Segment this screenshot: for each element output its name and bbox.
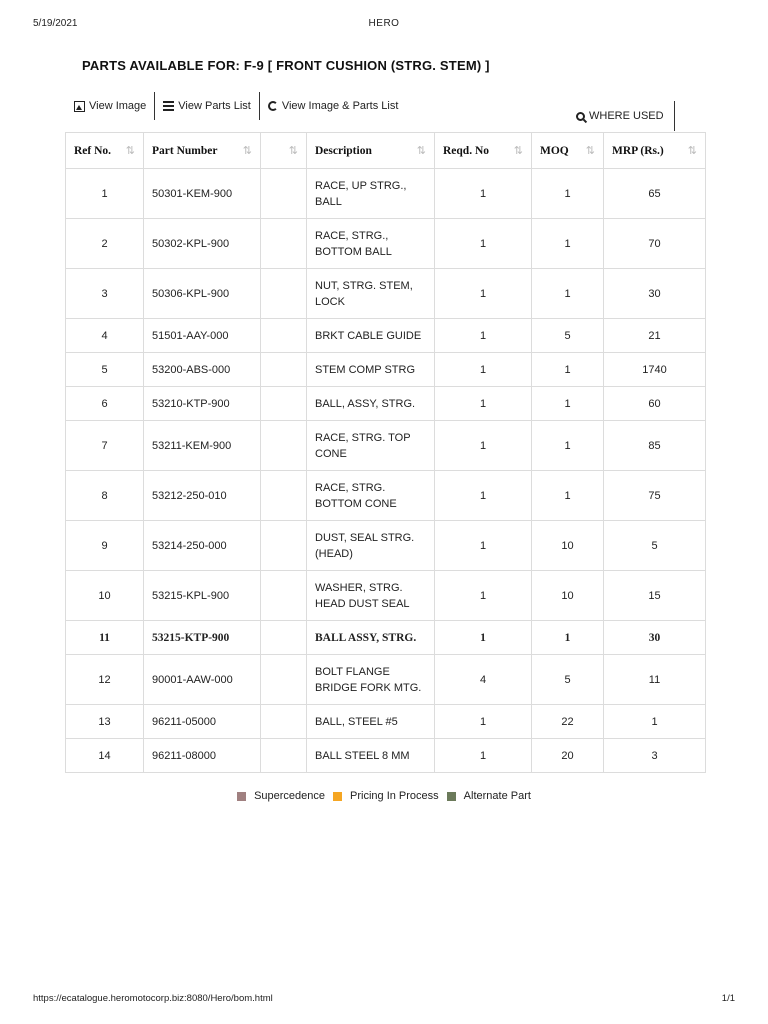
- sort-icon[interactable]: ⇅: [513, 144, 523, 157]
- legend-swatch: [333, 792, 342, 801]
- cell-ref-no: 14: [66, 739, 144, 773]
- cell-blank: [261, 655, 307, 705]
- cell-ref-no: 5: [66, 353, 144, 387]
- cell-mrp: 1740: [604, 353, 706, 387]
- cell-reqd-no: 1: [435, 621, 532, 655]
- cell-description: [307, 621, 435, 655]
- cell-reqd-no: 1: [435, 169, 532, 219]
- cell-description: [307, 387, 435, 421]
- cell-description: [307, 471, 435, 521]
- table-row[interactable]: [66, 739, 706, 773]
- description-line-2: BOTTOM CONE: [315, 497, 397, 510]
- list-icon: [163, 101, 174, 111]
- cell-reqd-no: 1: [435, 521, 532, 571]
- column-header-ref-no[interactable]: [66, 133, 144, 169]
- cell-part-number: 96211-08000: [144, 739, 261, 773]
- description-line-1: NUT, STRG. STEM,: [315, 279, 413, 292]
- view-image-button[interactable]: [66, 92, 155, 120]
- cell-moq: 10: [532, 521, 604, 571]
- description-line-1: BRKT CABLE GUIDE: [315, 329, 422, 342]
- cell-mrp: 70: [604, 219, 706, 269]
- sort-icon[interactable]: ⇅: [585, 144, 595, 157]
- cell-mrp: 30: [604, 269, 706, 319]
- description-line-1: RACE, UP STRG.,: [315, 179, 407, 192]
- cell-part-number: 53211-KEM-900: [144, 421, 261, 471]
- view-image-parts-list-button[interactable]: [260, 92, 407, 120]
- column-header-blank[interactable]: [261, 133, 307, 169]
- cell-part-number: 51501-AAY-000: [144, 319, 261, 353]
- refresh-icon: [268, 101, 278, 111]
- cell-mrp: 30: [604, 621, 706, 655]
- cell-reqd-no: 1: [435, 387, 532, 421]
- parts-table: [65, 132, 706, 773]
- cell-description: [307, 269, 435, 319]
- description-line-1: BOLT FLANGE: [315, 665, 390, 678]
- description-line-2: CONE: [315, 447, 347, 460]
- column-header-label: MRP (Rs.): [612, 144, 664, 157]
- view-parts-list-label: View Parts List: [178, 100, 251, 112]
- description-line-2: (HEAD): [315, 547, 353, 560]
- column-header-part-number[interactable]: [144, 133, 261, 169]
- cell-blank: [261, 319, 307, 353]
- table-row[interactable]: [66, 169, 706, 219]
- cell-part-number: 50306-KPL-900: [144, 269, 261, 319]
- cell-reqd-no: 4: [435, 655, 532, 705]
- description-line-1: STEM COMP STRG: [315, 363, 416, 376]
- cell-ref-no: 6: [66, 387, 144, 421]
- cell-part-number: 50301-KEM-900: [144, 169, 261, 219]
- cell-part-number: 53215-KTP-900: [144, 621, 261, 655]
- cell-reqd-no: 1: [435, 219, 532, 269]
- cell-blank: [261, 571, 307, 621]
- view-toolbar: [66, 92, 406, 120]
- cell-blank: [261, 169, 307, 219]
- description-line-1: RACE, STRG.,: [315, 229, 389, 242]
- cell-part-number: 53200-ABS-000: [144, 353, 261, 387]
- cell-description: [307, 421, 435, 471]
- cell-reqd-no: 1: [435, 571, 532, 621]
- column-header-label: Ref No.: [74, 144, 112, 157]
- column-header-mrp[interactable]: [604, 133, 706, 169]
- cell-moq: 1: [532, 353, 604, 387]
- cell-part-number: 53215-KPL-900: [144, 571, 261, 621]
- column-header-label: Part Number: [152, 144, 218, 157]
- legend-item-alternate-part: [447, 790, 531, 802]
- cell-ref-no: 8: [66, 471, 144, 521]
- column-header-description[interactable]: [307, 133, 435, 169]
- cell-moq: 1: [532, 387, 604, 421]
- cell-part-number: 90001-AAW-000: [144, 655, 261, 705]
- cell-moq: 1: [532, 269, 604, 319]
- cell-part-number: 53210-KTP-900: [144, 387, 261, 421]
- where-used-button[interactable]: [576, 101, 675, 131]
- print-site-title: HERO: [368, 18, 400, 29]
- legend-swatch: [447, 792, 456, 801]
- legend-item-supercedence: [237, 790, 325, 802]
- cell-description: [307, 705, 435, 739]
- column-header-label: MOQ: [540, 144, 569, 157]
- view-image-label: View Image: [89, 100, 147, 112]
- legend-label: Alternate Part: [463, 790, 531, 802]
- table-row[interactable]: [66, 219, 706, 269]
- cell-mrp: 60: [604, 387, 706, 421]
- view-parts-list-button[interactable]: [155, 92, 260, 120]
- cell-blank: [261, 421, 307, 471]
- legend-swatch: [237, 792, 246, 801]
- table-row[interactable]: [66, 353, 706, 387]
- cell-part-number: 96211-05000: [144, 705, 261, 739]
- cell-mrp: 11: [604, 655, 706, 705]
- cell-moq: 10: [532, 571, 604, 621]
- sort-icon[interactable]: ⇅: [416, 144, 426, 157]
- cell-mrp: 75: [604, 471, 706, 521]
- cell-description: [307, 353, 435, 387]
- cell-ref-no: 7: [66, 421, 144, 471]
- table-row[interactable]: [66, 319, 706, 353]
- description-line-1: WASHER, STRG.: [315, 581, 403, 594]
- cell-mrp: 3: [604, 739, 706, 773]
- cell-part-number: 53212-250-010: [144, 471, 261, 521]
- cell-description: [307, 739, 435, 773]
- cell-ref-no: 10: [66, 571, 144, 621]
- cell-ref-no: 1: [66, 169, 144, 219]
- description-line-2: HEAD DUST SEAL: [315, 597, 410, 610]
- cell-ref-no: 3: [66, 269, 144, 319]
- sort-icon[interactable]: ⇅: [687, 144, 697, 157]
- print-date: 5/19/2021: [33, 18, 78, 29]
- cell-blank: [261, 219, 307, 269]
- cell-blank: [261, 269, 307, 319]
- cell-description: [307, 219, 435, 269]
- cell-description: [307, 571, 435, 621]
- cell-description: [307, 521, 435, 571]
- cell-blank: [261, 353, 307, 387]
- cell-blank: [261, 387, 307, 421]
- search-icon: [576, 112, 585, 121]
- cell-reqd-no: 1: [435, 269, 532, 319]
- description-line-1: DUST, SEAL STRG.: [315, 531, 415, 544]
- description-line-1: RACE, STRG.: [315, 481, 386, 494]
- cell-reqd-no: 1: [435, 353, 532, 387]
- cell-blank: [261, 521, 307, 571]
- image-icon: [74, 101, 85, 112]
- cell-reqd-no: 1: [435, 705, 532, 739]
- cell-moq: 1: [532, 219, 604, 269]
- cell-mrp: 15: [604, 571, 706, 621]
- cell-part-number: 53214-250-000: [144, 521, 261, 571]
- cell-ref-no: 2: [66, 219, 144, 269]
- table-row[interactable]: [66, 705, 706, 739]
- table-body: [66, 169, 706, 773]
- cell-part-number: 50302-KPL-900: [144, 219, 261, 269]
- cell-blank: [261, 705, 307, 739]
- cell-moq: 5: [532, 319, 604, 353]
- page-count: 1/1: [721, 993, 735, 1004]
- table-row[interactable]: [66, 521, 706, 571]
- cell-mrp: 21: [604, 319, 706, 353]
- description-line-1: BALL, ASSY, STRG.: [315, 397, 416, 410]
- cell-reqd-no: 1: [435, 739, 532, 773]
- page-title: PARTS AVAILABLE FOR: F-9 [ FRONT CUSHION (STRG. STEM) ]: [82, 58, 490, 73]
- cell-moq: 22: [532, 705, 604, 739]
- cell-mrp: 65: [604, 169, 706, 219]
- description-line-2: BALL: [315, 195, 342, 208]
- table-row[interactable]: [66, 421, 706, 471]
- cell-blank: [261, 471, 307, 521]
- cell-moq: 20: [532, 739, 604, 773]
- description-line-1: RACE, STRG. TOP: [315, 431, 411, 444]
- cell-ref-no: 12: [66, 655, 144, 705]
- description-line-1: BALL, STEEL #5: [315, 715, 398, 728]
- column-header-moq[interactable]: [532, 133, 604, 169]
- legend-item-pricing-in-process: [333, 790, 439, 802]
- cell-ref-no: 4: [66, 319, 144, 353]
- table-row[interactable]: [66, 269, 706, 319]
- cell-mrp: 85: [604, 421, 706, 471]
- cell-reqd-no: 1: [435, 471, 532, 521]
- cell-mrp: 1: [604, 705, 706, 739]
- description-line-1: BALL STEEL 8 MM: [315, 749, 410, 762]
- sort-icon[interactable]: ⇅: [288, 144, 298, 157]
- cell-moq: 1: [532, 471, 604, 521]
- cell-description: [307, 319, 435, 353]
- cell-moq: 5: [532, 655, 604, 705]
- print-header: [33, 18, 735, 32]
- cell-ref-no: 11: [66, 621, 144, 655]
- table-row[interactable]: [66, 571, 706, 621]
- cell-ref-no: 13: [66, 705, 144, 739]
- description-line-2: BOTTOM BALL: [315, 245, 392, 258]
- table-row[interactable]: [66, 621, 706, 655]
- cell-blank: [261, 621, 307, 655]
- description-line-2: BRIDGE FORK MTG.: [315, 681, 422, 694]
- cell-moq: 1: [532, 621, 604, 655]
- sort-icon[interactable]: ⇅: [242, 144, 252, 157]
- legend-label: Pricing In Process: [350, 790, 439, 802]
- column-header-label: Description: [315, 144, 372, 157]
- view-image-parts-list-label: View Image & Parts List: [281, 100, 399, 112]
- cell-moq: 1: [532, 169, 604, 219]
- cell-description: [307, 169, 435, 219]
- sort-icon[interactable]: ⇅: [125, 144, 135, 157]
- table-row[interactable]: [66, 655, 706, 705]
- table-row[interactable]: [66, 471, 706, 521]
- cell-reqd-no: 1: [435, 319, 532, 353]
- cell-mrp: 5: [604, 521, 706, 571]
- table-row[interactable]: [66, 387, 706, 421]
- cell-reqd-no: 1: [435, 421, 532, 471]
- cell-ref-no: 9: [66, 521, 144, 571]
- page-url: https://ecatalogue.heromotocorp.biz:8080/Hero/bom.html: [33, 993, 273, 1004]
- description-line-2: LOCK: [315, 295, 345, 308]
- where-used-label: WHERE USED: [589, 110, 664, 122]
- column-header-reqd-no[interactable]: [435, 133, 532, 169]
- table-header-row: [66, 133, 706, 169]
- description-line-1: BALL ASSY, STRG.: [315, 631, 417, 644]
- status-legend: [0, 790, 768, 802]
- column-header-label: Reqd. No: [443, 144, 490, 157]
- cell-blank: [261, 739, 307, 773]
- cell-moq: 1: [532, 421, 604, 471]
- cell-description: [307, 655, 435, 705]
- legend-label: Supercedence: [254, 790, 326, 802]
